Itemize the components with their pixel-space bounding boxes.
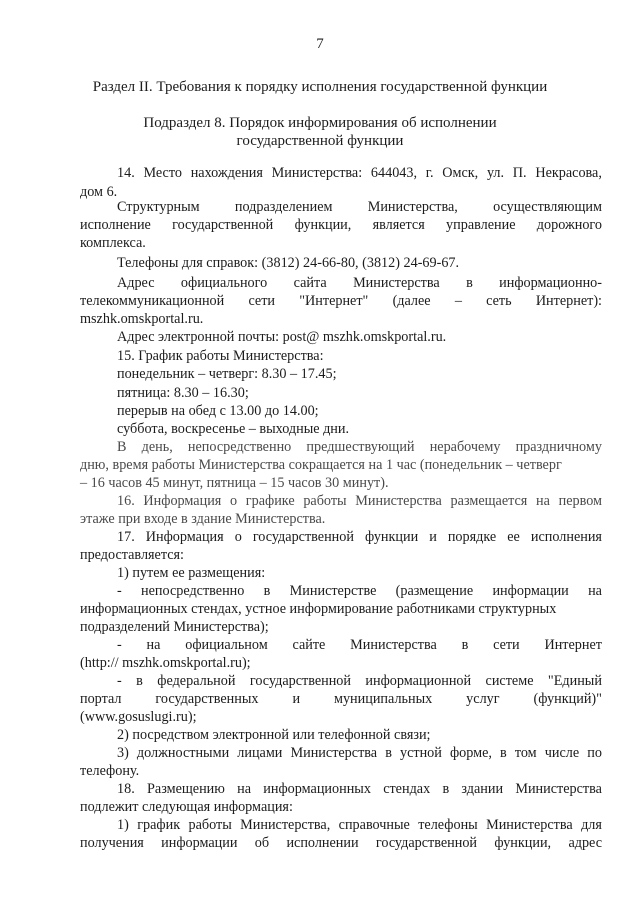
text-line: - на официальном сайте Министерства в сети Интернет	[117, 637, 602, 653]
text-line: 16. Информация о графике работы Министерства размещается на первом	[117, 493, 602, 509]
subsection-title-line-1: Подраздел 8. Порядок информирования об исполнении	[143, 115, 497, 131]
text-line: 1) путем ее размещения:	[117, 565, 266, 581]
text-line: предоставляется:	[80, 547, 184, 563]
text-line: – 16 часов 45 минут, пятница – 15 часов 30 минут).	[80, 475, 389, 491]
text-line: комплекса.	[80, 235, 146, 251]
text-line: 3) должностными лицами Министерства в устной форме, в том числе по	[117, 745, 602, 761]
text-line: подлежит следующая информация:	[80, 799, 293, 815]
text-line: 1) график работы Министерства, справочные телефоны Министерства для	[117, 817, 602, 833]
text-line: телефону.	[80, 763, 140, 779]
text-line: телекоммуникационной сети "Интернет" (далее – сеть Интернет):	[80, 293, 602, 309]
subsection-title-line-2: государственной функции	[236, 133, 404, 149]
text-line: дню, время работы Министерства сокращается на 1 час (понедельник – четверг	[80, 457, 562, 473]
text-line: Структурным подразделением Министерства, осуществляющим	[117, 199, 602, 215]
text-line: mszhk.omskportal.ru.	[80, 311, 204, 327]
text-line: этаже при входе в здание Министерства.	[80, 511, 326, 527]
page-number: 7	[316, 36, 324, 52]
text-line: 15. График работы Министерства:	[117, 348, 324, 364]
text-line: дом 6.	[80, 184, 118, 200]
text-line: 17. Информация о государственной функции и порядке ее исполнения	[117, 529, 602, 545]
text-line: - непосредственно в Министерстве (размещение информации на	[117, 583, 602, 599]
text-line: (www.gosuslugi.ru);	[80, 709, 197, 725]
text-line: подразделений Министерства);	[80, 619, 269, 635]
text-line: (http:// mszhk.omskportal.ru);	[80, 655, 251, 671]
text-line: Адрес электронной почты: post@ mszhk.omskportal.ru.	[117, 329, 447, 345]
text-line: понедельник – четверг: 8.30 – 17.45;	[117, 366, 337, 382]
text-line: суббота, воскресенье – выходные дни.	[117, 421, 350, 437]
section-title: Раздел II. Требования к порядку исполнения государственной функции	[92, 79, 548, 95]
text-line: информационных стендах, устное информирование работниками структурных	[80, 601, 557, 617]
text-line: портал государственных и муниципальных услуг (функций)"	[80, 691, 602, 707]
text-line: В день, непосредственно предшествующий нерабочему праздничному	[117, 439, 602, 455]
text-line: Адрес официального сайта Министерства в информационно-	[117, 275, 602, 291]
text-line: исполнение государственной функции, является управление дорожного	[80, 217, 602, 233]
text-line: - в федеральной государственной информационной системе "Единый	[117, 673, 602, 689]
text-line: перерыв на обед с 13.00 до 14.00;	[117, 403, 319, 419]
text-line: пятница: 8.30 – 16.30;	[117, 385, 249, 401]
text-line: 2) посредством электронной или телефонной связи;	[117, 727, 431, 743]
text-line: 14. Место нахождения Министерства: 644043, г. Омск, ул. П. Некрасова,	[117, 165, 602, 181]
text-line: получения информации об исполнении государственной функции, адрес	[80, 835, 602, 851]
text-line: Телефоны для справок: (3812) 24-66-80, (3812) 24-69-67.	[117, 255, 460, 271]
text-line: 18. Размещению на информационных стендах в здании Министерства	[117, 781, 602, 797]
